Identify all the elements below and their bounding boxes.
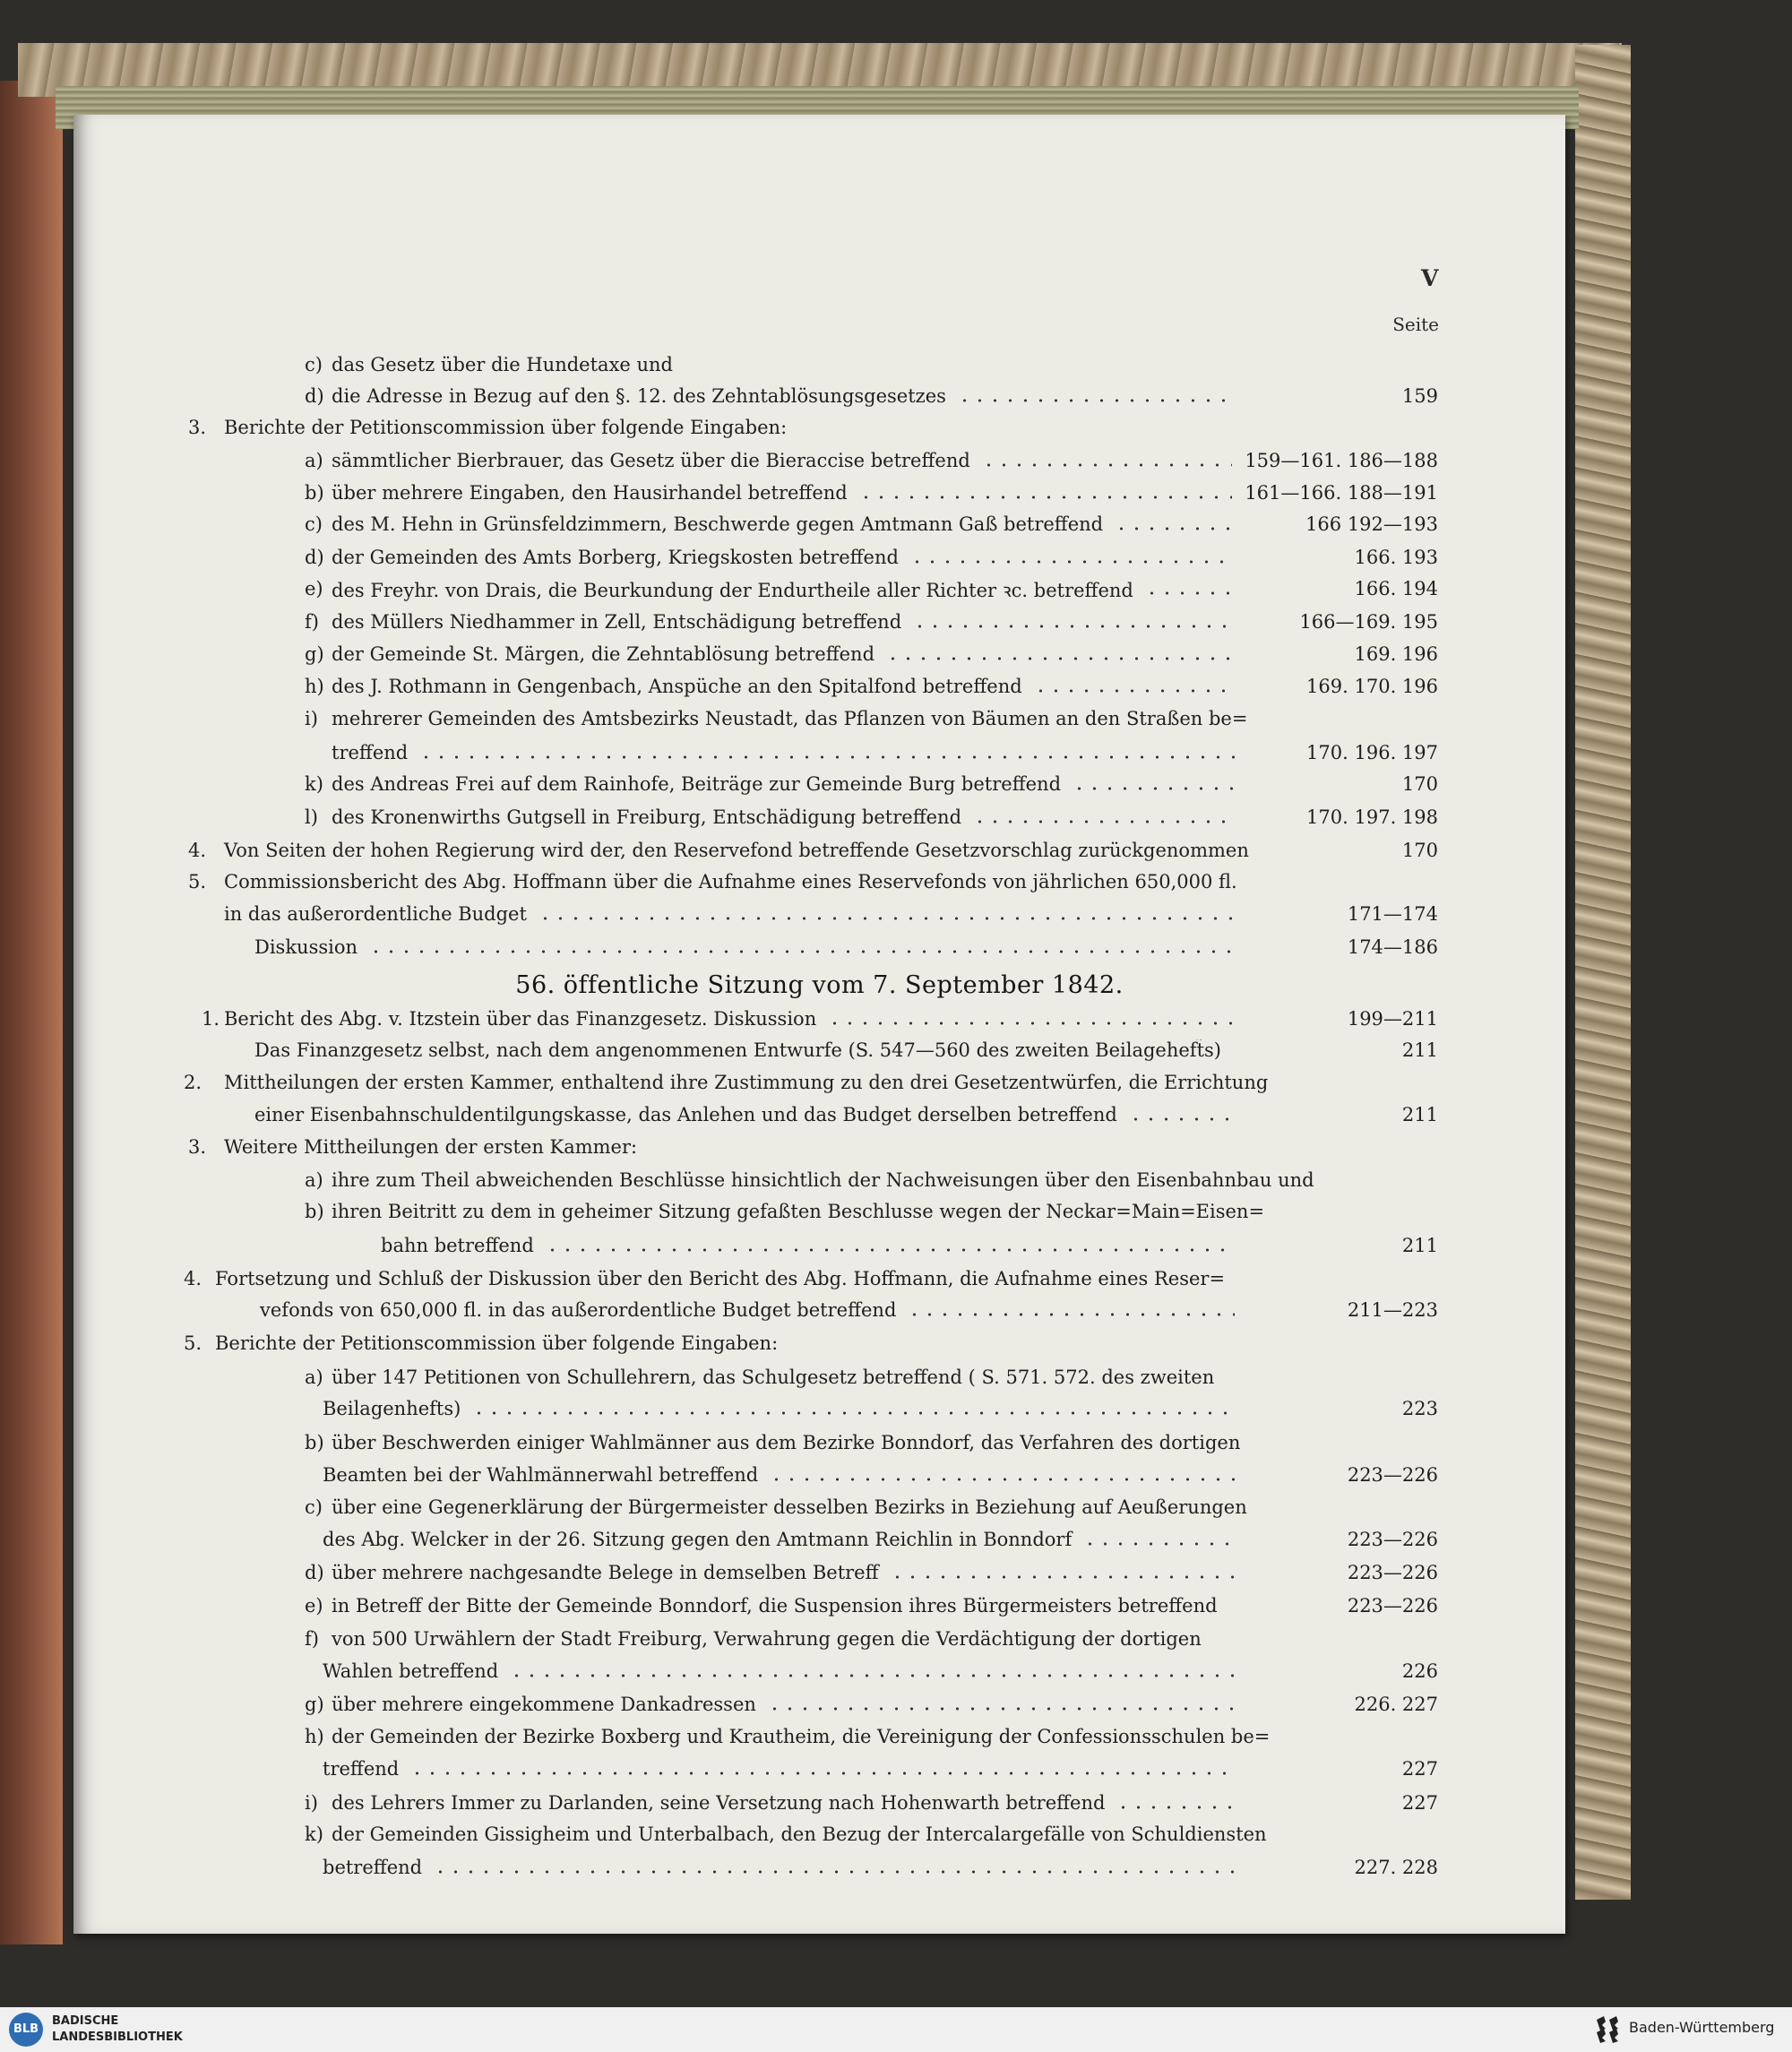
toc-row bbox=[0, 450, 1452, 480]
toc-page-numbers: 166. 193 bbox=[1354, 547, 1438, 568]
toc-row bbox=[0, 676, 1452, 706]
dotted-leader bbox=[1082, 1541, 1235, 1547]
toc-row bbox=[0, 1398, 1452, 1428]
toc-page-numbers: 170. 196. 197 bbox=[1306, 742, 1438, 763]
toc-row bbox=[0, 1758, 1452, 1789]
toc-item-text: vefonds von 650,000 fl. in das außerordentliche Budget betreffend bbox=[260, 1299, 897, 1321]
toc-item-text: Beilagenhefts) bbox=[323, 1398, 461, 1419]
toc-row bbox=[0, 1008, 1452, 1039]
toc-item-text: Beamten bei der Wahlmännerwahl betreffend bbox=[323, 1464, 759, 1486]
dotted-leader bbox=[409, 1771, 1235, 1776]
toc-row bbox=[0, 1235, 1452, 1265]
toc-item-label: c) bbox=[305, 354, 323, 375]
toc-page-numbers: 159 bbox=[1401, 385, 1438, 407]
toc-page-numbers: 166. 194 bbox=[1354, 578, 1438, 599]
toc-page-numbers: 227 bbox=[1401, 1758, 1438, 1780]
toc-item-label: b) bbox=[305, 482, 324, 504]
toc-row bbox=[0, 903, 1452, 934]
toc-item-label: 4. bbox=[188, 840, 207, 861]
toc-item-text: über mehrere eingekommene Dankadressen bbox=[332, 1694, 756, 1715]
toc-row bbox=[0, 1169, 1452, 1200]
toc-row bbox=[0, 1072, 1452, 1102]
toc-item-text: der Gemeinden des Amts Borberg, Kriegskosten betreffend bbox=[332, 547, 899, 568]
dotted-leader bbox=[538, 916, 1235, 921]
toc-item-label: i) bbox=[305, 708, 318, 729]
dotted-leader bbox=[368, 949, 1235, 954]
toc-item-text: über mehrere Eingaben, den Hausirhandel betreffend bbox=[332, 482, 848, 504]
toc-page-numbers: 169. 170. 196 bbox=[1306, 676, 1438, 697]
toc-item-label: 4. bbox=[184, 1268, 202, 1289]
toc-item-label: 3. bbox=[188, 417, 207, 438]
toc-item-text: einer Eisenbahnschuldentilgungskasse, das Anlehen und das Budget derselben betreffend bbox=[254, 1104, 1117, 1125]
toc-item-text: in Betreff der Bitte der Gemeinde Bonndorf, die Suspension ihres Bürgermeisters betreffend bbox=[332, 1595, 1218, 1617]
toc-item-text: Mittheilungen der ersten Kammer, enthaltend ihre Zustimmung zu den drei Gesetzentwürfen, die Errichtung bbox=[224, 1072, 1269, 1093]
toc-page-numbers: 211—223 bbox=[1347, 1299, 1438, 1321]
toc-item-label: i) bbox=[305, 1792, 318, 1814]
toc-row bbox=[0, 1694, 1452, 1724]
toc-row bbox=[0, 1464, 1452, 1495]
toc-item-text: über mehrere nachgesandte Belege in demselben Betreff bbox=[332, 1562, 879, 1583]
state-name[interactable]: Baden-Württemberg bbox=[1629, 2019, 1775, 2036]
toc-item-text: Diskussion bbox=[254, 936, 358, 958]
toc-item-label: a) bbox=[305, 450, 323, 471]
toc-row bbox=[0, 417, 1452, 447]
baden-wuerttemberg-lions-icon[interactable] bbox=[1593, 2014, 1622, 2045]
toc-item-text: des Kronenwirths Gutgsell in Freiburg, Entschädigung betreffend bbox=[332, 806, 962, 828]
toc-item-text: Bericht des Abg. v. Itzstein über das Finanzgesetz. Diskussion bbox=[224, 1008, 817, 1030]
toc-item-text: treffend bbox=[323, 1758, 400, 1780]
toc-row bbox=[0, 840, 1452, 870]
toc-page-numbers: 170 bbox=[1401, 773, 1438, 795]
toc-row bbox=[0, 1595, 1452, 1625]
dotted-leader bbox=[769, 1477, 1235, 1482]
toc-item-text: über eine Gegenerklärung der Bürgermeister desselben Bezirks in Beziehung auf Aeußerungen bbox=[332, 1496, 1247, 1518]
dotted-leader bbox=[972, 819, 1235, 824]
toc-row bbox=[0, 871, 1452, 901]
toc-item-label: h) bbox=[305, 1726, 324, 1747]
toc-page-numbers: 223—226 bbox=[1347, 1595, 1438, 1617]
toc-page-numbers: 223 bbox=[1401, 1398, 1438, 1419]
toc-row bbox=[0, 643, 1452, 674]
toc-item-text: treffend bbox=[332, 742, 409, 763]
toc-row bbox=[0, 354, 1452, 384]
dotted-leader bbox=[471, 1410, 1235, 1416]
toc-item-label: a) bbox=[305, 1367, 323, 1388]
dotted-leader bbox=[890, 1574, 1235, 1580]
toc-row bbox=[0, 742, 1452, 772]
toc-item-text: ihren Beitritt zu dem in geheimer Sitzung gefaßten Beschlusse wegen der Neckar=Main=Eisen= bbox=[332, 1201, 1265, 1222]
dotted-leader bbox=[433, 1869, 1235, 1875]
page-folio: V bbox=[1421, 265, 1439, 291]
seite-column-heading: Seite bbox=[1392, 314, 1439, 335]
toc-page-numbers: 227. 228 bbox=[1354, 1857, 1438, 1878]
toc-item-text: der Gemeinden Gissigheim und Unterbalbach, den Bezug der Intercalargefälle von Schuldiensten bbox=[332, 1824, 1267, 1845]
book-cover-right bbox=[1575, 45, 1631, 1900]
toc-item-label: d) bbox=[305, 385, 324, 407]
toc-item-label: 1. bbox=[202, 1008, 220, 1030]
toc-page-numbers: 169. 196 bbox=[1354, 643, 1438, 665]
toc-item-text: Berichte der Petitionscommission über folgende Eingaben: bbox=[215, 1332, 779, 1354]
toc-item-text: ihre zum Theil abweichenden Beschlüsse hinsichtlich der Nachweisungen über den Eisenbahnbau und bbox=[332, 1169, 1314, 1191]
toc-row bbox=[0, 708, 1452, 738]
toc-item-text: in das außerordentliche Budget bbox=[224, 903, 527, 925]
toc-item-label: d) bbox=[305, 1562, 324, 1583]
toc-item-text: des M. Hehn in Grünsfeldzimmern, Beschwerde gegen Amtmann Gaß betreffend bbox=[332, 513, 1104, 535]
toc-page-numbers: 226 bbox=[1401, 1660, 1438, 1682]
toc-item-text: die Adresse in Bezug auf den §. 12. des Zehntablösungsgesetzes bbox=[332, 385, 946, 407]
dotted-leader bbox=[418, 754, 1235, 760]
library-name-line1: BADISCHE bbox=[52, 2014, 119, 2028]
toc-item-text: des J. Rothmann in Gengenbach, Anspüche an den Spitalfond betreffend bbox=[332, 676, 1022, 697]
toc-row bbox=[0, 1039, 1452, 1070]
toc-row bbox=[0, 773, 1452, 804]
toc-item-text: des Lehrers Immer zu Darlanden, seine Versetzung nach Hohenwarth betreffend bbox=[332, 1792, 1106, 1814]
toc-row bbox=[0, 806, 1452, 837]
toc-item-text: bahn betreffend bbox=[381, 1235, 534, 1256]
toc-row bbox=[0, 1628, 1452, 1659]
dotted-leader bbox=[912, 624, 1235, 629]
toc-row bbox=[0, 1268, 1452, 1298]
library-name-line2: LANDESBIBLIOTHEK bbox=[52, 2030, 183, 2044]
dotted-leader bbox=[827, 1021, 1235, 1026]
dotted-leader bbox=[1144, 591, 1235, 596]
session-heading: 56. öffentliche Sitzung vom 7. September 1842. bbox=[515, 971, 1124, 999]
toc-item-text: des Abg. Welcker in der 26. Sitzung gegen den Amtmann Reichlin in Bonndorf bbox=[323, 1529, 1073, 1550]
toc-row bbox=[0, 1857, 1452, 1887]
toc-page-numbers: 226. 227 bbox=[1354, 1694, 1438, 1715]
toc-item-label: c) bbox=[305, 513, 323, 535]
toc-item-label: 5. bbox=[188, 871, 207, 892]
toc-item-label: h) bbox=[305, 676, 324, 697]
toc-item-text: der Gemeinden der Bezirke Boxberg und Krautheim, die Vereinigung der Confessionsschulen be= bbox=[332, 1726, 1271, 1747]
dotted-leader bbox=[545, 1247, 1235, 1253]
toc-row bbox=[0, 482, 1452, 513]
toc-item-label: f) bbox=[305, 611, 319, 633]
toc-page-numbers: 174—186 bbox=[1347, 936, 1438, 958]
toc-item-text: mehrerer Gemeinden des Amtsbezirks Neustadt, das Pflanzen von Bäumen an den Straßen be= bbox=[332, 708, 1248, 729]
toc-item-text: des Müllers Niedhammer in Zell, Entschädigung betreffend bbox=[332, 611, 902, 633]
toc-page-numbers: 171—174 bbox=[1347, 903, 1438, 925]
dotted-leader bbox=[907, 1312, 1235, 1317]
toc-item-label: g) bbox=[305, 1694, 324, 1715]
toc-row bbox=[0, 1201, 1452, 1231]
toc-item-text: Berichte der Petitionscommission über folgende Eingaben: bbox=[224, 417, 788, 438]
blb-logo-icon[interactable]: BLB bbox=[9, 2013, 43, 2047]
dotted-leader bbox=[1128, 1117, 1235, 1122]
toc-item-label: c) bbox=[305, 1496, 323, 1518]
toc-item-text: des Andreas Frei auf dem Rainhofe, Beiträge zur Gemeinde Burg betreffend bbox=[332, 773, 1062, 795]
toc-row bbox=[0, 547, 1452, 577]
toc-item-text: von 500 Urwählern der Stadt Freiburg, Verwahrung gegen die Verdächtigung der dortigen bbox=[332, 1628, 1202, 1650]
toc-item-label: k) bbox=[305, 1824, 323, 1845]
toc-row bbox=[0, 1792, 1452, 1823]
toc-item-label: b) bbox=[305, 1432, 324, 1453]
toc-item-label: g) bbox=[305, 643, 324, 665]
toc-page-numbers: 199—211 bbox=[1347, 1008, 1438, 1030]
toc-row bbox=[0, 1136, 1452, 1167]
toc-item-text: betreffend bbox=[323, 1857, 423, 1878]
toc-page-numbers: 170 bbox=[1401, 840, 1438, 861]
toc-item-text: Das Finanzgesetz selbst, nach dem angenommenen Entwurfe (S. 547—560 des zweiten Beilageheft̃s) bbox=[254, 1039, 1221, 1061]
dotted-leader bbox=[909, 559, 1235, 565]
toc-item-text: Fortsetzung und Schluß der Diskussion über den Bericht des Abg. Hoffmann, die Aufnahme eines Reser= bbox=[215, 1268, 1226, 1289]
toc-page-numbers: 223—226 bbox=[1347, 1464, 1438, 1486]
toc-item-text: Commissionsbericht des Abg. Hoffmann über die Aufnahme eines Reservefonds von jährlichen 650,000 fl. bbox=[224, 871, 1237, 892]
toc-page-numbers: 211 bbox=[1401, 1039, 1438, 1061]
dotted-leader bbox=[885, 656, 1235, 661]
toc-row bbox=[0, 936, 1452, 967]
toc-row bbox=[0, 1367, 1452, 1397]
dotted-leader bbox=[509, 1673, 1235, 1678]
toc-row bbox=[0, 1660, 1452, 1691]
toc-page-numbers: 159—161. 186—188 bbox=[1245, 450, 1438, 471]
toc-row bbox=[0, 513, 1452, 544]
toc-item-text: über Beschwerden einiger Wahlmänner aus dem Bezirke Bonndorf, das Verfahren des dortigen bbox=[332, 1432, 1241, 1453]
toc-row bbox=[0, 578, 1452, 608]
toc-item-text: des Freyhr. von Drais, die Beurkundung der Endurtheile aller Richter ꝛc. betreffend bbox=[332, 580, 1133, 601]
toc-row bbox=[0, 1824, 1452, 1854]
toc-page-numbers: 223—226 bbox=[1347, 1529, 1438, 1550]
toc-item-label: l) bbox=[305, 806, 318, 828]
toc-item-label: e) bbox=[305, 1595, 323, 1617]
toc-item-label: a) bbox=[305, 1169, 323, 1191]
toc-item-text: über 147 Petitionen von Schullehrern, das Schulgesetz betreffend ( S. 571. 572. des zweiten bbox=[332, 1367, 1215, 1388]
toc-item-label: 5. bbox=[184, 1332, 202, 1354]
toc-item-label: e) bbox=[305, 578, 323, 599]
dotted-leader bbox=[1033, 688, 1235, 694]
toc-row bbox=[0, 385, 1452, 416]
toc-page-numbers: 166 192—193 bbox=[1305, 513, 1438, 535]
toc-item-label: f) bbox=[305, 1628, 319, 1650]
toc-row bbox=[0, 1104, 1452, 1134]
toc-item-text: Von Seiten der hohen Regierung wird der, den Reservefond betreffende Gesetzvorschlag zurückgenommen bbox=[224, 840, 1249, 861]
toc-page-numbers: 170. 197. 198 bbox=[1306, 806, 1438, 828]
toc-page-numbers: 211 bbox=[1401, 1104, 1438, 1125]
toc-item-label: k) bbox=[305, 773, 323, 795]
toc-page-numbers: 211 bbox=[1401, 1235, 1438, 1256]
toc-item-text: das Gesetz über die Hundetaxe und bbox=[332, 354, 674, 375]
toc-item-text: sämmtlicher Bierbrauer, das Gesetz über die Bieraccise betreffend bbox=[332, 450, 970, 471]
toc-item-text: Wahlen betreffend bbox=[323, 1660, 499, 1682]
toc-row bbox=[0, 1562, 1452, 1592]
toc-page-numbers: 166—169. 195 bbox=[1299, 611, 1438, 633]
toc-row bbox=[0, 611, 1452, 642]
dotted-leader bbox=[957, 398, 1235, 403]
library-name[interactable] bbox=[52, 2013, 183, 2046]
toc-item-text: Weitere Mittheilungen der ersten Kammer: bbox=[224, 1136, 638, 1158]
dotted-leader bbox=[981, 462, 1232, 468]
dotted-leader bbox=[1114, 526, 1235, 531]
toc-item-text: der Gemeinde St. Märgen, die Zehntablösung betreffend bbox=[332, 643, 875, 665]
toc-item-label: b) bbox=[305, 1201, 324, 1222]
toc-row bbox=[0, 1726, 1452, 1756]
dotted-leader bbox=[1072, 786, 1235, 791]
toc-row bbox=[0, 1496, 1452, 1527]
dotted-leader bbox=[1116, 1805, 1235, 1810]
dotted-leader bbox=[858, 495, 1232, 500]
toc-item-label: 3. bbox=[188, 1136, 207, 1158]
toc-row bbox=[0, 1529, 1452, 1559]
toc-item-label: 2. bbox=[184, 1072, 202, 1093]
toc-page-numbers: 227 bbox=[1401, 1792, 1438, 1814]
toc-page-numbers: 223—226 bbox=[1347, 1562, 1438, 1583]
toc-page-numbers: 161—166. 188—191 bbox=[1245, 482, 1438, 504]
toc-item-label: d) bbox=[305, 547, 324, 568]
dotted-leader bbox=[767, 1706, 1235, 1711]
toc-row bbox=[0, 1299, 1452, 1330]
toc-row bbox=[0, 1332, 1452, 1363]
toc-row bbox=[0, 1432, 1452, 1462]
footer-bar bbox=[0, 2007, 1792, 2052]
